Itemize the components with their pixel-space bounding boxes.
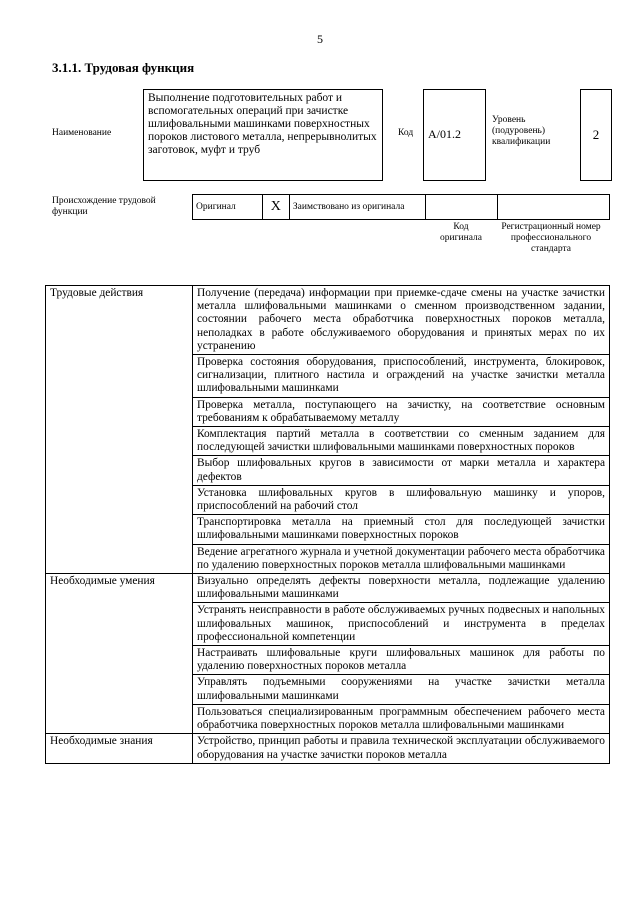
borrowed-label: Заимствовано из оригинала	[289, 195, 425, 220]
section-title: 3.1.1. Трудовая функция	[52, 60, 195, 75]
list-item: Устройство, принцип работы и правила технической эксплуатации обслуживаемого оборудования на участке зачистки пороков металла	[193, 734, 610, 763]
page-number: 5	[317, 32, 323, 46]
caption-original-code: Код оригинала	[440, 222, 482, 243]
code-label: Код	[398, 128, 414, 138]
table-row	[46, 286, 610, 355]
list-item: Выбор шлифовальных кругов в зависимости от марки металла и характера дефектов	[193, 456, 610, 485]
list-item: Получение (передача) информации при приемке-сдаче смены на участке зачистки металла шлифовальными машинками о сменном производственном задании, состоянии рабочего места обработчика поверхностных пороков металла, неполадках в работе обслуживаемого оборудования и принятых мерах по их устранению	[193, 286, 610, 355]
code-value: А/01.2	[423, 89, 486, 181]
origin-table	[192, 194, 610, 220]
table-row	[46, 574, 610, 603]
level-value: 2	[580, 89, 612, 181]
list-item: Транспортировка металла на приемный стол для последующей зачистки шлифовальными машинками поверхностных пороков	[193, 515, 610, 544]
original-mark: X	[262, 195, 289, 220]
section-title-skills: Необходимые умения	[46, 574, 193, 734]
level-label-text: Уровень (подуровень) квалификации	[492, 115, 551, 147]
list-item: Проверка металла, поступающего на зачистку, на соответствие основным требованиям к обрабатываемому металлу	[193, 397, 610, 426]
origin-label-text: Происхождение трудовой функции	[52, 196, 156, 217]
list-item: Установка шлифовальных кругов в шлифовальную машинку и упоров, приспособлений на рабочий стол	[193, 485, 610, 514]
list-item: Комплектация партий металла в соответствии со сменным заданием для последующей зачистки шлифовальными машинками поверхностных пороков	[193, 427, 610, 456]
origin-label	[52, 196, 167, 218]
list-item: Устранять неисправности в работе обслуживаемых ручных подвесных и напольных шлифовальных машинок, приспособлений и инструмента в пределах профессиональной компетенции	[193, 603, 610, 646]
name-label: Наименование	[52, 128, 112, 138]
list-item: Управлять подъемными сооружениями на участке зачистки металла шлифовальными машинками	[193, 675, 610, 704]
section-title-actions: Трудовые действия	[46, 286, 193, 574]
original-code-cell	[426, 195, 498, 220]
table-row	[46, 734, 610, 763]
function-details-table	[45, 285, 610, 764]
list-item: Проверка состояния оборудования, приспособлений, инструмента, блокировок, сигнализации, плитного настила и ограждений на участке зачистки металла шлифовальными машинками	[193, 355, 610, 398]
list-item: Визуально определять дефекты поверхности металла, подлежащие удалению шлифовальными машинками	[193, 574, 610, 603]
reg-number-cell	[497, 195, 609, 220]
caption-reg-number: Регистрационный номер профессионального стандарта	[501, 222, 601, 254]
section-title-knowledge: Необходимые знания	[46, 734, 193, 763]
original-label: Оригинал	[193, 195, 263, 220]
list-item: Ведение агрегатного журнала и учетной документации рабочего места обработчика по удалению поверхностных пороков металла шлифовальными машинками	[193, 544, 610, 573]
list-item: Настраивать шлифовальные круги шлифовальных машинок для работы по удалению поверхностных пороков металла	[193, 646, 610, 675]
level-label	[492, 115, 572, 148]
function-name: Выполнение подготовительных работ и вспомогательных операций при зачистке шлифовальными машинками поверхностных пороков листового металла, непрерывнолитых заготовок, муфт и труб	[143, 89, 383, 181]
list-item: Пользоваться специализированным программным обеспечением рабочего места обработчика поверхностных пороков металла шлифовальными машинками	[193, 704, 610, 733]
